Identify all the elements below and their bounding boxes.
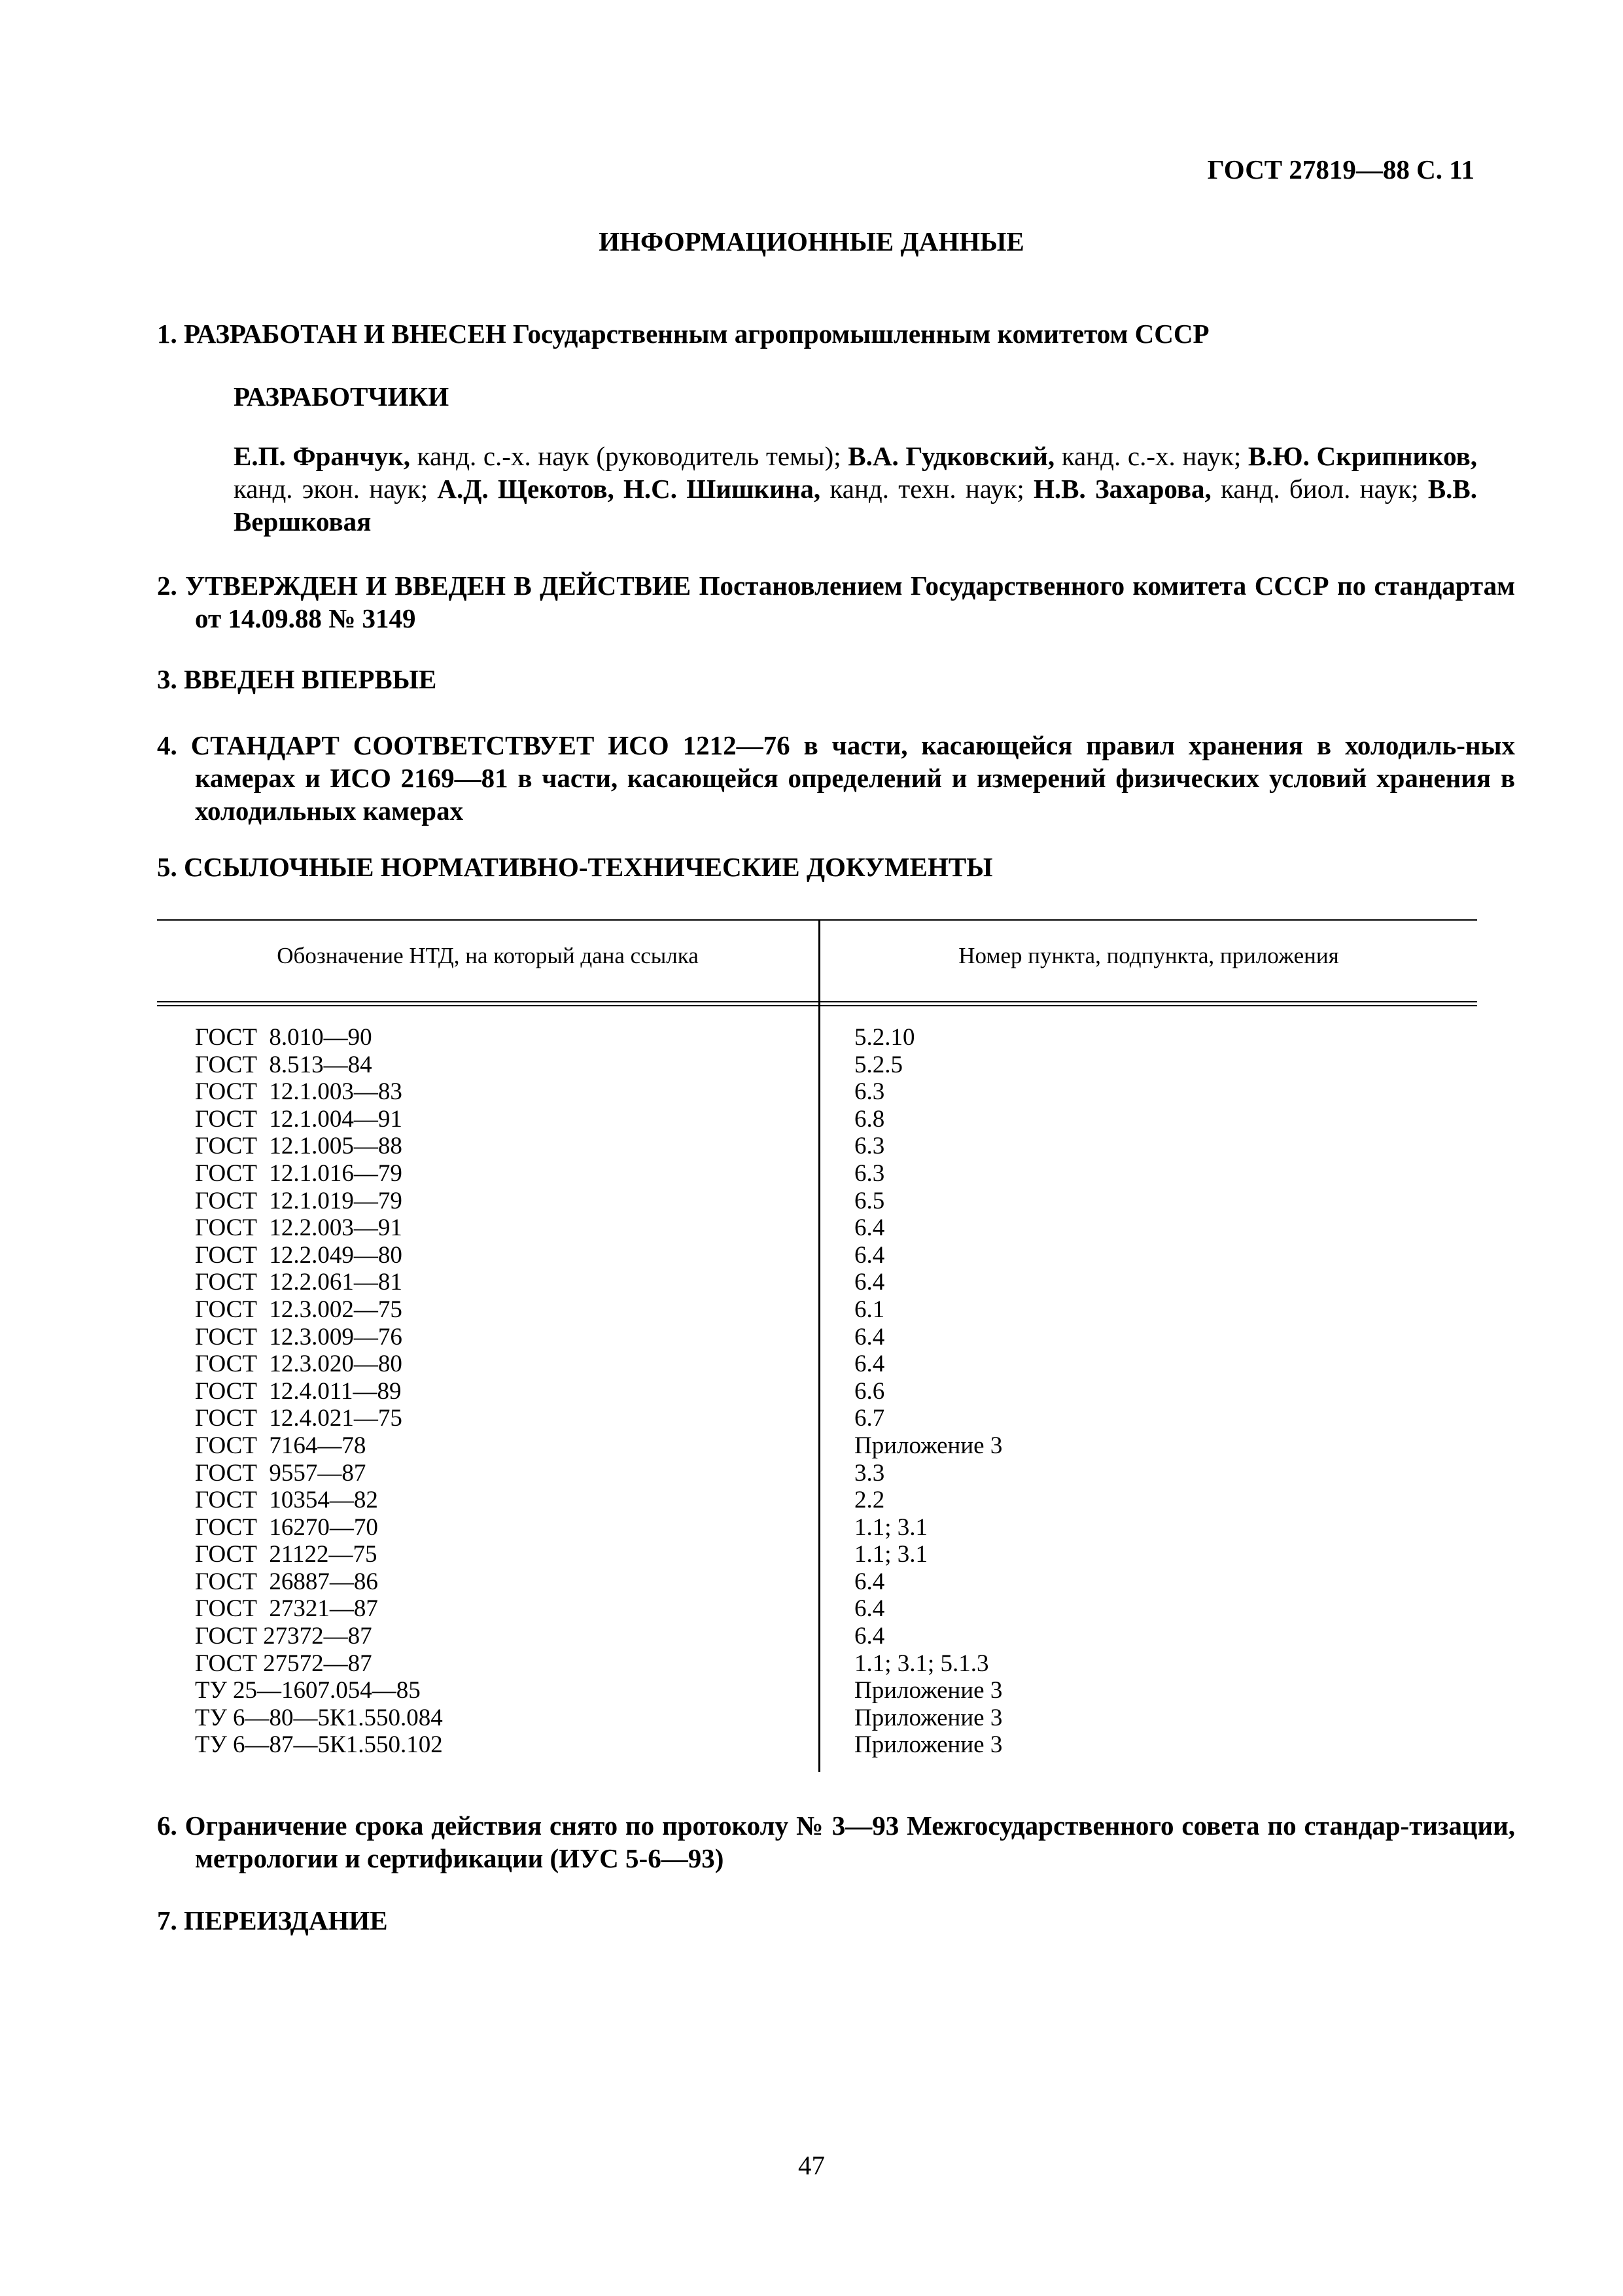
item-3-text: ВВЕДЕН ВПЕРВЫЕ [184, 664, 437, 694]
table-cell-document: ГОСТ 12.3.002—75 [195, 1296, 402, 1323]
table-cell-document: ГОСТ 12.1.016—79 [195, 1159, 402, 1187]
item-1 [157, 317, 1477, 350]
table-cell-document: ГОСТ 12.3.020—80 [195, 1351, 402, 1378]
item-7 [157, 1904, 1477, 1937]
table-cell-clause: 6.4 [854, 1269, 885, 1296]
table-cell-document: ГОСТ 9557—87 [195, 1459, 366, 1487]
table-cell-document: ГОСТ 12.1.003—83 [195, 1078, 402, 1106]
table-cell-clause: 5.2.5 [854, 1051, 903, 1078]
table-column-document [195, 1024, 443, 1759]
table-cell-clause: 6.4 [854, 1323, 885, 1351]
developer-title: канд. техн. наук; [829, 474, 1024, 504]
developer-name: В.Ю. Скрипников, [1248, 441, 1478, 471]
developer-name: В.А. Гудковский, [848, 441, 1055, 471]
table-cell-clause: 1.1; 3.1; 5.1.3 [854, 1650, 989, 1677]
item-6-number: 6. [157, 1810, 177, 1841]
reference-documents-table [157, 919, 1477, 1772]
developer-name: Е.П. Франчук, [234, 441, 411, 471]
table-cell-clause: 6.5 [854, 1187, 885, 1214]
developers-heading: РАЗРАБОТЧИКИ [234, 381, 449, 412]
table-cell-document: ГОСТ 12.1.019—79 [195, 1187, 402, 1214]
table-cell-clause: 6.1 [854, 1296, 885, 1323]
item-5 [157, 851, 1477, 883]
table-cell-clause: 3.3 [854, 1459, 885, 1487]
document-reference: ГОСТ 27819—88 С. 11 [1207, 154, 1475, 185]
table-column-divider [818, 919, 820, 1772]
item-1-text: Государственным агропромышленным комитетом СССР [513, 319, 1210, 349]
table-cell-document: ТУ 6—80—5К1.550.084 [195, 1704, 443, 1731]
item-5-text: ССЫЛОЧНЫЕ НОРМАТИВНО-ТЕХНИЧЕСКИЕ ДОКУМЕНТЫ [184, 852, 993, 882]
developers-list [234, 440, 1477, 538]
table-cell-document: ГОСТ 12.2.061—81 [195, 1269, 402, 1296]
item-3-number: 3. [157, 664, 177, 694]
table-cell-document: ГОСТ 27321—87 [195, 1595, 378, 1623]
table-cell-document: ГОСТ 12.3.009—76 [195, 1323, 402, 1351]
table-cell-clause: 6.7 [854, 1405, 885, 1432]
table-cell-clause: 6.4 [854, 1241, 885, 1269]
developer-title: канд. с.-х. наук; [1061, 441, 1242, 471]
developer-title: канд. экон. наук; [234, 474, 428, 504]
table-cell-document: ГОСТ 12.2.003—91 [195, 1214, 402, 1242]
table-cell-document: ГОСТ 16270—70 [195, 1513, 378, 1541]
item-7-number: 7. [157, 1905, 177, 1935]
table-cell-document: ГОСТ 12.4.011—89 [195, 1377, 402, 1405]
table-header-clause: Номер пункта, подпункта, приложения [958, 943, 1339, 968]
table-cell-clause: Приложение 3 [854, 1731, 1003, 1759]
item-2-text: Постановлением Государственного комитета СССР по стандартам от 14.09.88 № 3149 [195, 571, 1516, 633]
item-1-lead: РАЗРАБОТАН И ВНЕСЕН [184, 319, 506, 349]
table-top-rule [157, 919, 1477, 921]
table-cell-document: ГОСТ 27572—87 [195, 1650, 372, 1677]
developer-name: Н.С. Шишкина, [623, 474, 821, 504]
table-cell-document: ГОСТ 8.513—84 [195, 1051, 372, 1078]
table-cell-document: ГОСТ 12.4.021—75 [195, 1405, 402, 1432]
table-cell-document: ГОСТ 21122—75 [195, 1541, 377, 1568]
table-cell-clause: 2.2 [854, 1487, 885, 1514]
item-2-number: 2. [157, 571, 177, 601]
table-cell-clause: Приложение 3 [854, 1432, 1003, 1459]
table-cell-clause: 6.8 [854, 1105, 885, 1133]
item-4-number: 4. [157, 730, 177, 760]
item-4-text: в части, касающейся правил хранения в холодиль-ных камерах и ИСО 2169—81 в части, касающейся определений и измерений физических условий хранения в холодильных камерах [195, 730, 1516, 826]
table-cell-document: ГОСТ 26887—86 [195, 1568, 378, 1595]
table-cell-document: ГОСТ 10354—82 [195, 1487, 378, 1514]
table-cell-document: ГОСТ 12.1.004—91 [195, 1105, 402, 1133]
page-title: ИНФОРМАЦИОННЫЕ ДАННЫЕ [599, 226, 1024, 256]
table-cell-document: ТУ 6—87—5К1.550.102 [195, 1731, 443, 1759]
table-cell-clause: 6.4 [854, 1623, 885, 1650]
table-cell-clause: 1.1; 3.1 [854, 1513, 928, 1541]
page-number: 47 [798, 2150, 825, 2180]
table-cell-document: ГОСТ 12.2.049—80 [195, 1241, 402, 1269]
table-cell-clause: 6.3 [854, 1133, 885, 1160]
item-2-lead: УТВЕРЖДЕН И ВВЕДЕН В ДЕЙСТВИЕ [185, 571, 691, 601]
item-3 [157, 663, 1477, 696]
table-cell-clause: 5.2.10 [854, 1024, 915, 1051]
item-1-number: 1. [157, 319, 177, 349]
developer-name: В.В. Вершковая [234, 474, 1478, 537]
developer-title: канд. биол. наук; [1221, 474, 1419, 504]
table-cell-clause: 6.3 [854, 1078, 885, 1106]
developer-title: канд. с.-х. наук (руководитель темы); [417, 441, 841, 471]
table-cell-clause: 6.4 [854, 1214, 885, 1242]
table-cell-document: ГОСТ 8.010—90 [195, 1024, 372, 1051]
item-4-lead: СТАНДАРТ СООТВЕТСТВУЕТ ИСО 1212—76 [190, 730, 790, 760]
table-header-rule [157, 1001, 1477, 1002]
table-cell-clause: Приложение 3 [854, 1704, 1003, 1731]
table-cell-document: ГОСТ 12.1.005—88 [195, 1133, 402, 1160]
item-7-text: ПЕРЕИЗДАНИЕ [184, 1905, 388, 1935]
item-4 [157, 729, 1515, 827]
table-cell-clause: 6.6 [854, 1377, 885, 1405]
item-6-text: Ограничение срока действия снято по протоколу № 3—93 Межгосударственного совета по стандар-тизации, метрологии и сертификации (ИУС 5-6—93) [184, 1810, 1516, 1873]
table-header-document: Обозначение НТД, на который дана ссылка [277, 943, 699, 968]
table-cell-clause: 6.3 [854, 1159, 885, 1187]
table-header-rule-double [157, 1005, 1477, 1006]
table-cell-clause: Приложение 3 [854, 1677, 1003, 1704]
table-cell-document: ГОСТ 7164—78 [195, 1432, 366, 1459]
table-column-clause [854, 1024, 1002, 1759]
table-cell-document: ТУ 25—1607.054—85 [195, 1677, 421, 1704]
table-cell-clause: 1.1; 3.1 [854, 1541, 928, 1568]
item-2 [157, 569, 1515, 635]
developer-name: А.Д. Щекотов, [437, 474, 614, 504]
table-cell-clause: 6.4 [854, 1595, 885, 1623]
table-cell-clause: 6.4 [854, 1351, 885, 1378]
developer-name: Н.В. Захарова, [1034, 474, 1212, 504]
table-cell-document: ГОСТ 27372—87 [195, 1623, 372, 1650]
item-6 [157, 1809, 1515, 1875]
table-cell-clause: 6.4 [854, 1568, 885, 1595]
item-5-number: 5. [157, 852, 177, 882]
